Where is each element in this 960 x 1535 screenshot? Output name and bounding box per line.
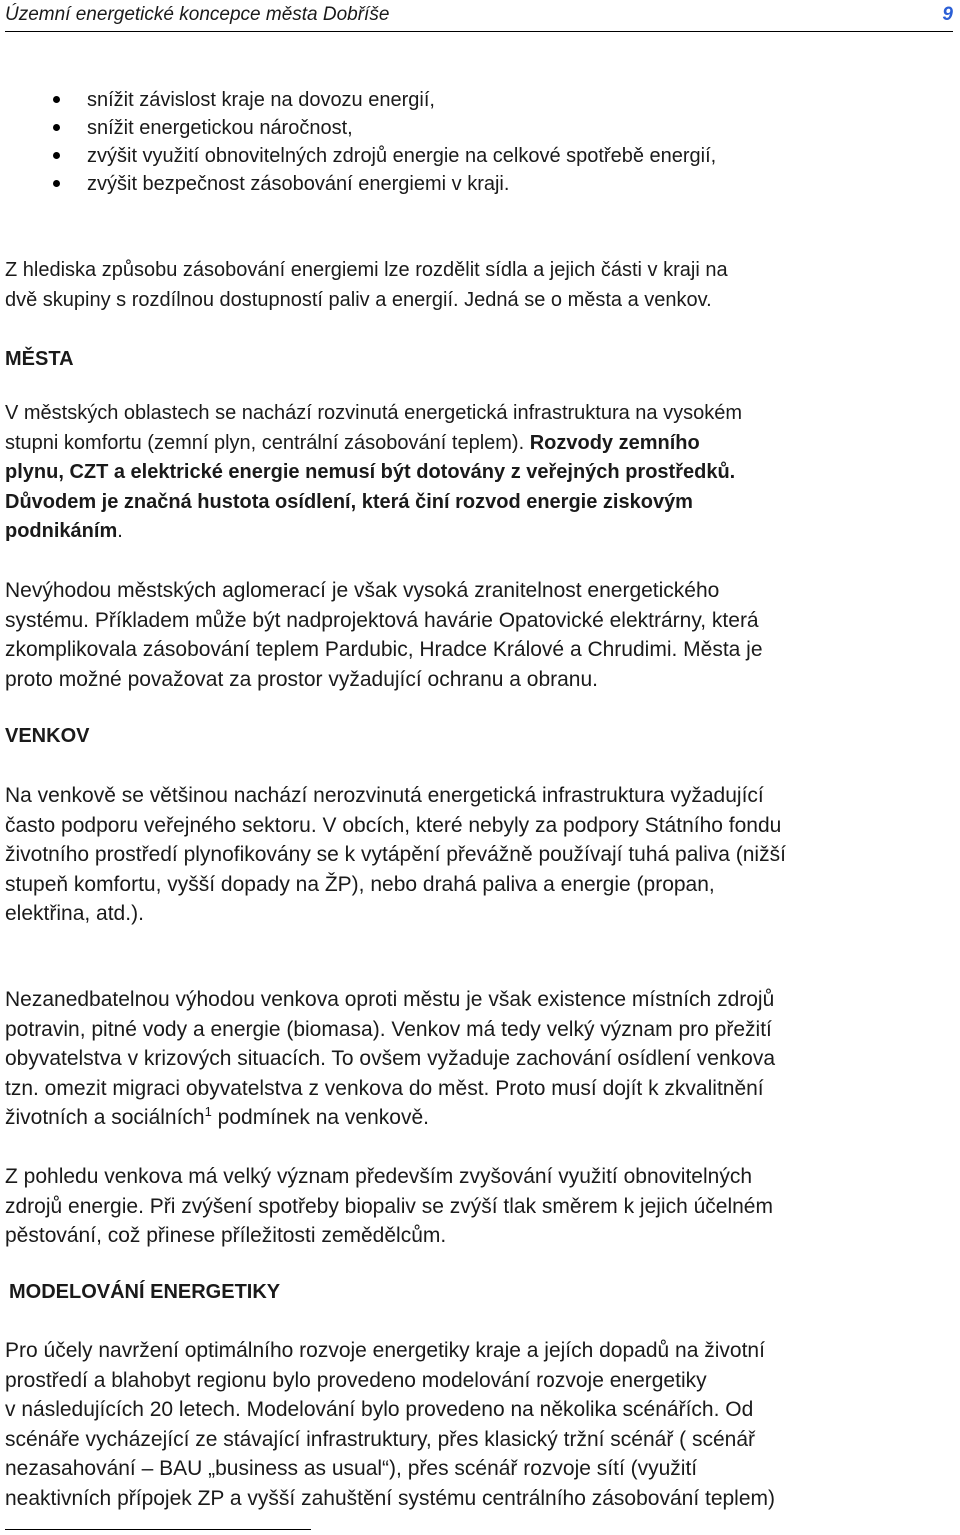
list-item: zvýšit bezpečnost zásobování energiemi v kraji. [0, 170, 716, 198]
footnote-marker: 1 [204, 1104, 212, 1119]
bullet-icon [53, 180, 60, 187]
intro-paragraph: Z hlediska způsobu zásobování energiemi lze rozdělit sídla a jejich části v kraji na dvě skupiny s rozdílnou dostupností paliv a energií. Jedná se o města a venkov. [5, 259, 728, 311]
mesta-paragraph-2: Nevýhodou městských aglomerací je však vysoká zranitelnost energetického systému. Příkladem může být nadprojektová havárie Opatovické elektrárny, která zkomplikovala zásobování teplem Pardubic, Hradce Králové a Chrudimi. Města je proto možné považovat za prostor vyžadující ochranu a obranu. [5, 579, 763, 691]
venkov-paragraph-2: Nezanedbatelnou výhodou venkova oproti městu je však existence místních zdrojů potravin, pitné vody a energie (biomasa). Venkov má tedy velký význam pro přežití obyvatelstva v krizových situacích. To ovšem vyžaduje zachování osídlení venkova tzn. omezit migraci obyvatelstva z venkova do měst. Proto musí dojít k zkvalitnění životních a sociálních$^1$ podmínek na venkově. [5, 988, 775, 1129]
bullet-icon [53, 124, 60, 131]
mesta-paragraph-1: V městských oblastech se nachází rozvinutá energetická infrastruktura na vysokém stupni komfortu (zemní plyn, centrální zásobování teplem). Rozvody zemního plynu, CZT a elektrické energie nemusí být dotovány z veřejných prostředků. Důvodem je značná hustota osídlení, která činí rozvod energie ziskovým podnikáním. [5, 402, 743, 542]
footnote-divider [5, 1529, 311, 1530]
section-heading-modelovani: MODELOVÁNÍ ENERGETIKY [9, 1281, 281, 1303]
document-title: Územní energetické koncepce města Dobříše [5, 4, 390, 25]
goals-list [0, 86, 716, 198]
modelovani-paragraph: Pro účely navržení optimálního rozvoje energetiky kraje a jejích dopadů na životní prostředí a blahobyt regionu bylo provedeno modelování rozvoje energetiky v následujících 20 letech. Modelování bylo provedeno na několika scénářích. Od scénáře vycházející ze stávající infrastruktury, přes klasický tržní scénář ( scénář nezasahování – BAU „business as usual“), přes scénář rozvoje sítí (využití neaktivních přípojek ZP a vyšší zahuštění systému centrálního zásobování teplem) [5, 1339, 776, 1510]
venkov-paragraph-3: Z pohledu venkova má velký význam především zvyšování využití obnovitelných zdrojů energie. Při zvýšení spotřeby biopaliv se zvýší tlak směrem k jejich účelném pěstování, což přinese příležitosti zemědělcům. [5, 1165, 773, 1247]
page-number: 9 [942, 4, 953, 25]
venkov-paragraph-1: Na venkově se většinou nachází nerozvinutá energetická infrastruktura vyžadující často podporu veřejného sektoru. V obcích, které nebyly za podpory Státního fondu životního prostředí plynofikovány se k vytápění převážně používají tuhá paliva (nižší stupeň komfortu, vyšší dopady na ŽP), nebo drahá paliva a energie (propan, elektřina, atd.). [5, 784, 786, 925]
list-item: snížit závislost kraje na dovozu energií, [0, 86, 716, 114]
list-item: zvýšit využití obnovitelných zdrojů energie na celkové spotřebě energií, [0, 142, 716, 170]
header-divider [5, 31, 953, 32]
bullet-icon [53, 152, 60, 159]
section-heading-venkov: VENKOV [5, 725, 90, 747]
list-item: snížit energetickou náročnost, [0, 114, 716, 142]
section-heading-mesta: MĚSTA [5, 348, 74, 370]
bullet-icon [53, 96, 60, 103]
page-header [5, 3, 953, 27]
